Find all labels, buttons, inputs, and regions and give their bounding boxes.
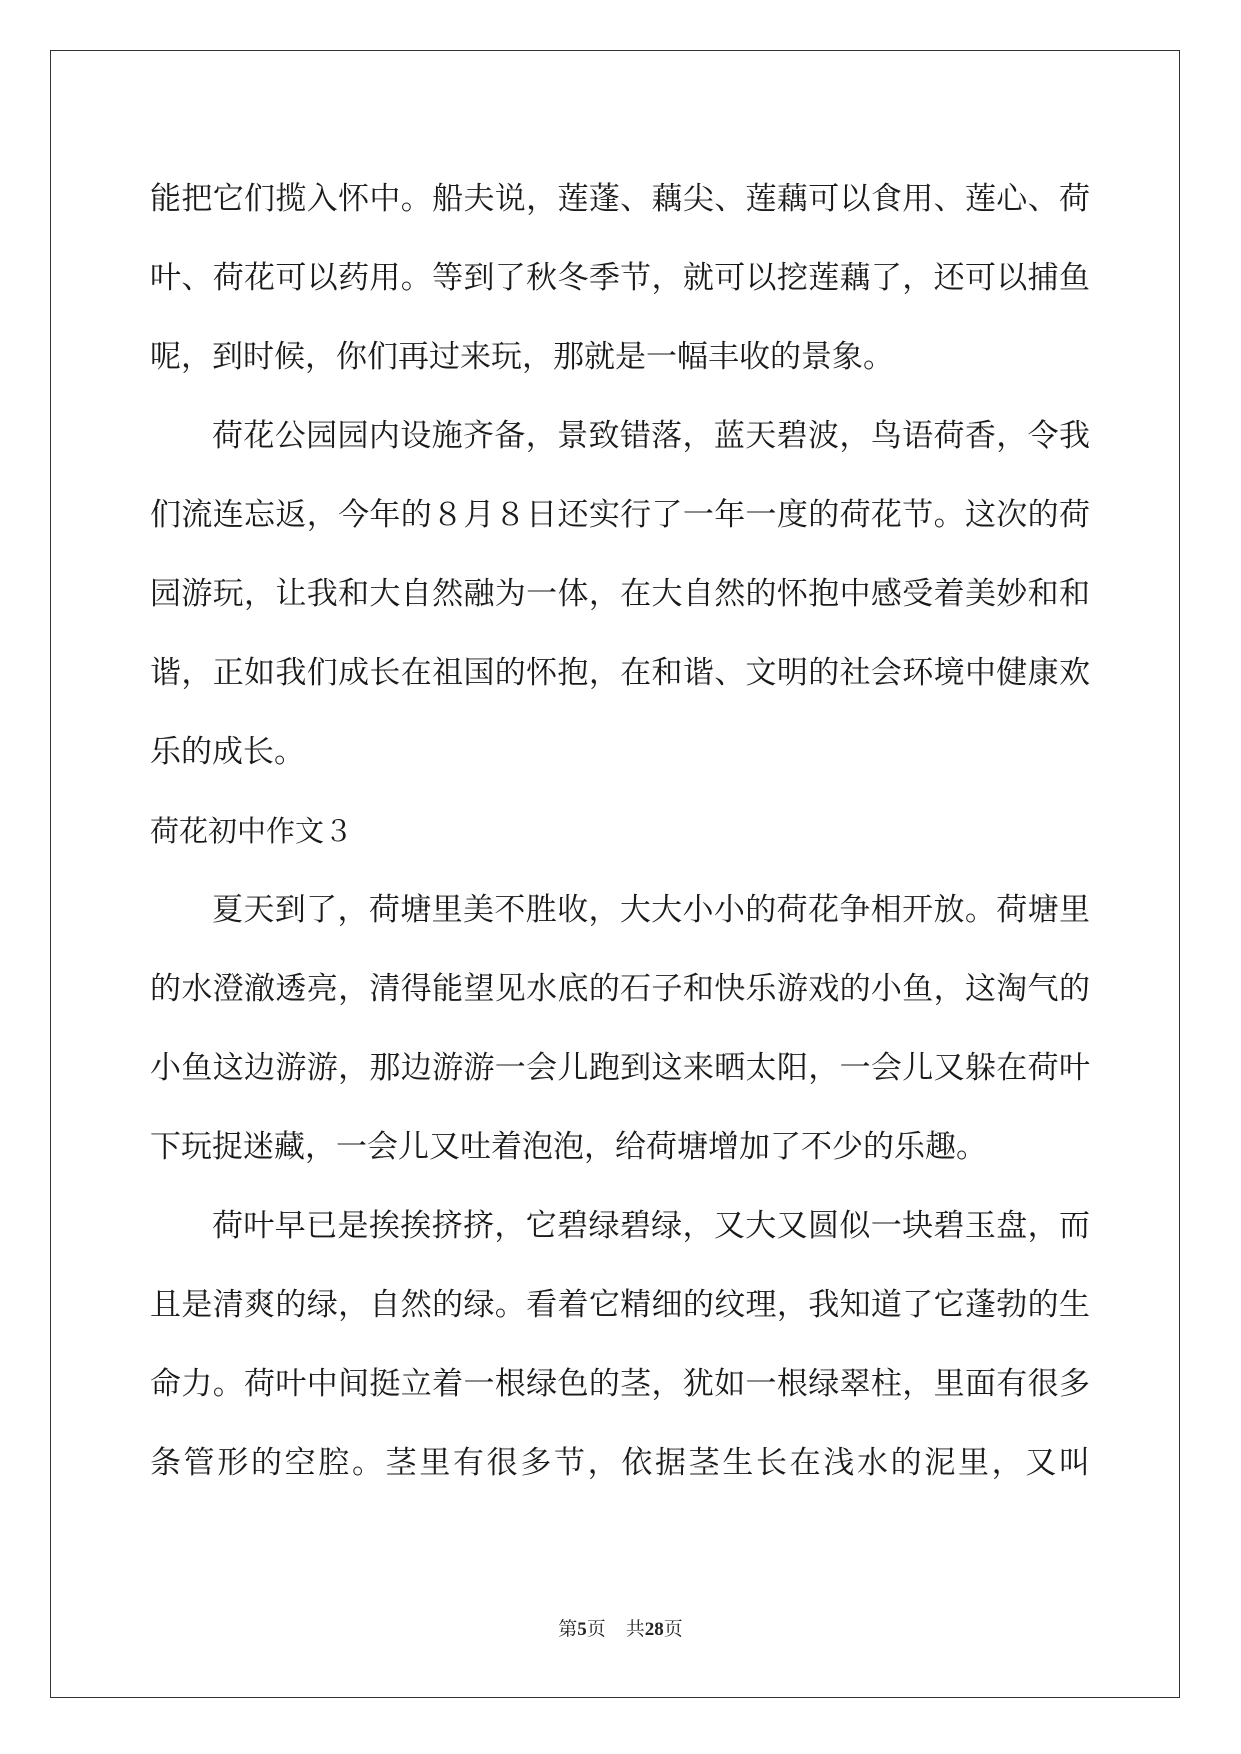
text-line: 园游玩，让我和大自然融为一体，在大自然的怀抱中感受着美妙和和 (150, 576, 1090, 612)
paragraph-2 (150, 397, 1090, 792)
footer-total-prefix: 共 (625, 1619, 645, 1640)
text-line: 小鱼这边游游，那边游游一会儿跑到这来晒太阳，一会儿又躲在荷叶 (150, 1050, 1090, 1086)
footer-total-suffix: 页 (663, 1619, 683, 1640)
document-body (150, 160, 1090, 1503)
text-line: 命力。荷叶中间挺立着一根绿色的茎，犹如一根绿翠柱，里面有很多 (150, 1366, 1090, 1402)
text-line: 荷叶早已是挨挨挤挤，它碧绿碧绿，又大又圆似一块碧玉盘，而 (212, 1208, 1090, 1244)
footer-page-suffix: 页 (586, 1619, 606, 1640)
paragraph-3 (150, 871, 1090, 1187)
paragraph-4 (150, 1187, 1090, 1503)
text-line: 下玩捉迷藏，一会儿又吐着泡泡，给荷塘增加了不少的乐趣。 (150, 1129, 987, 1165)
paragraph-1 (150, 160, 1090, 397)
page-footer (0, 1614, 1241, 1641)
text-line: 夏天到了，荷塘里美不胜收，大大小小的荷花争相开放。荷塘里 (212, 892, 1090, 928)
footer-prefix: 第 (558, 1619, 578, 1640)
text-line: 条管形的空腔。茎里有很多节，依据茎生长在浅水的泥里，又叫 (150, 1445, 1090, 1481)
text-line: 的水澄澈透亮，清得能望见水底的石子和快乐游戏的小鱼，这淘气的 (150, 971, 1090, 1007)
text-line: 呢，到时候，你们再过来玩，那就是一幅丰收的景象。 (150, 339, 894, 375)
total-page-number: 28 (644, 1619, 664, 1640)
current-page-number: 5 (577, 1619, 587, 1640)
text-line: 且是清爽的绿，自然的绿。看着它精细的纹理，我知道了它蓬勃的生 (150, 1287, 1090, 1323)
text-line: 叶、荷花可以药用。等到了秋冬季节，就可以挖莲藕了，还可以捕鱼 (150, 260, 1090, 296)
text-line: 能把它们揽入怀中。船夫说，莲蓬、藕尖、莲藕可以食用、莲心、荷 (150, 181, 1090, 217)
text-line: 乐的成长。 (150, 734, 305, 770)
text-line: 谐，正如我们成长在祖国的怀抱，在和谐、文明的社会环境中健康欢 (150, 655, 1090, 691)
section-heading: 荷花初中作文３ (150, 814, 354, 848)
text-line: 荷花公园园内设施齐备，景致错落，蓝天碧波，鸟语荷香，令我 (212, 418, 1090, 454)
text-line: 们流连忘返，今年的８月８日还实行了一年一度的荷花节。这次的荷 (150, 497, 1090, 533)
